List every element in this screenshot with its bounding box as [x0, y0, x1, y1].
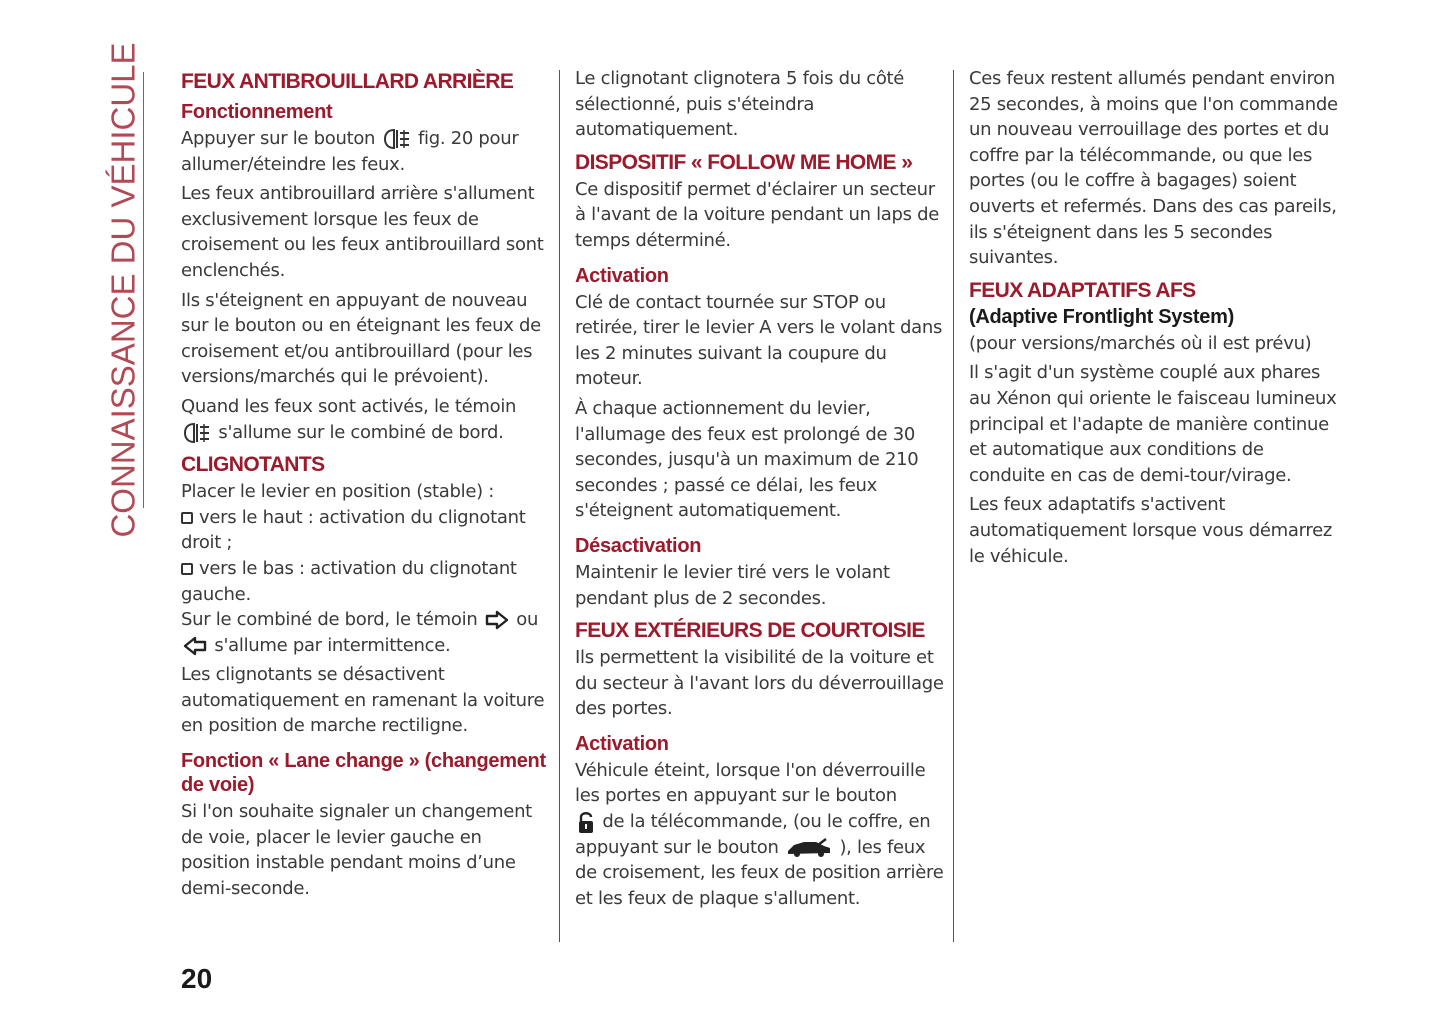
section-rule	[143, 72, 144, 508]
subheading-activation: Activation	[575, 264, 669, 287]
column-2	[575, 66, 947, 915]
unlock-icon	[577, 810, 595, 834]
subheading-operation: Fonctionnement	[181, 101, 333, 123]
paragraph: Appuyer sur le bouton fig. 20 pour allumer/éteindre les feux.	[181, 128, 519, 175]
paragraph: Quand les feux sont activés, le témoin s'allume sur le combiné de bord.	[181, 395, 517, 443]
section-title-vertical	[104, 42, 144, 538]
car-trunk-icon	[786, 837, 832, 859]
paragraph: Les clignotants se désactivent automatiquement en ramenant la voiture en position de marche rectiligne.	[181, 664, 545, 737]
paragraph: Placer le levier en position (stable) : vers le haut : activation du clignotant droit ; vers le bas : activation du clignotant gauche.	[181, 481, 526, 605]
heading-courtesy-lights: FEUX EXTÉRIEURS DE COURTOISIE	[575, 619, 925, 643]
paragraph: (pour versions/marchés où il est prévu)	[969, 332, 1312, 354]
page-number: 20	[181, 963, 213, 994]
bullet-square-icon	[181, 563, 193, 575]
column-3	[969, 66, 1341, 573]
paragraph: Les feux adaptatifs s'activent automatiquement lorsque vous démarrez le véhicule.	[969, 494, 1333, 567]
subheading-afs-full: (Adaptive Frontlight System)	[969, 305, 1234, 328]
paragraph: Ce dispositif permet d'éclairer un secteur à l'avant de la voiture pendant un laps de temps déterminé.	[575, 178, 940, 251]
column-1	[181, 66, 551, 905]
paragraph: Ils permettent la visibilité de la voiture et du secteur à l'avant lors du déverrouillage des portes.	[575, 647, 944, 720]
heading-turn-signals: CLIGNOTANTS	[181, 453, 325, 477]
heading-rear-fog: FEUX ANTIBROUILLARD ARRIÈRE	[181, 70, 514, 93]
paragraph: Sur le combiné de bord, le témoin ou s'allume par intermittence.	[181, 609, 539, 656]
paragraph: À chaque actionnement du levier, l'allumage des feux est prolongé de 30 secondes, jusqu'à un maximum de 210 secondes ; passé ce délai, les feux s'éteignent automatiquement.	[575, 397, 919, 522]
section-title-text: CONNAISSANCE DU VÉHICULE	[105, 42, 143, 538]
paragraph: Le clignotant clignotera 5 fois du côté sélectionné, puis s'éteindra automatiquement.	[575, 68, 905, 141]
paragraph: Ils s'éteignent en appuyant de nouveau sur le bouton ou en éteignant les feux de croisement et/ou antibrouillard (pour les versions/marchés qui le prévoient).	[181, 289, 541, 388]
paragraph: Maintenir le levier tiré vers le volant pendant plus de 2 secondes.	[575, 561, 890, 609]
column-divider	[559, 70, 560, 942]
arrow-left-icon	[183, 636, 207, 656]
rear-fog-warning-icon	[183, 422, 211, 444]
paragraph: Ces feux restent allumés pendant environ 25 secondes, à moins que l'on commande un nouveau verrouillage des portes et du coffre par la télécommande, ou que les portes (ou le coffre à bagages) soient ouverts et refermés. Dans des cas pareils, ils s'éteignent dans les 5 secondes suivantes.	[969, 68, 1338, 269]
paragraph: Il s'agit d'un système couplé aux phares au Xénon qui oriente le faisceau lumineux principal et l'adapte de manière continue et automatique aux conditions de conduite en cas de demi-tour/virage.	[969, 362, 1337, 486]
arrow-right-icon	[485, 610, 509, 630]
bullet-square-icon	[181, 512, 193, 524]
paragraph: Véhicule éteint, lorsque l'on déverrouille les portes en appuyant sur le bouton de la télécommande, (ou le coffre, en appuyant sur le bouton ), les feux de croisement, les feux de position arrière et les feux de plaque s'allument.	[575, 759, 944, 909]
paragraph: Les feux antibrouillard arrière s'allument exclusivement lorsque les feux de croisement ou les feux antibrouillard sont enclenchés.	[181, 183, 544, 281]
heading-afs: FEUX ADAPTATIFS AFS	[969, 278, 1196, 302]
paragraph: Clé de contact tournée sur STOP ou retirée, tirer le levier A vers le volant dans les 2 minutes suivant la coupure du moteur.	[575, 291, 943, 390]
subheading-activation-2: Activation	[575, 732, 669, 755]
subheading-deactivation: Désactivation	[575, 534, 702, 557]
rear-fog-light-icon	[383, 128, 411, 150]
subheading-lane-change: Fonction « Lane change » (changement de voie)	[181, 750, 546, 797]
column-divider	[953, 70, 954, 942]
paragraph: Si l'on souhaite signaler un changement de voie, placer le levier gauche en position instable pendant moins d’une demi-seconde.	[181, 801, 532, 899]
heading-follow-me-home: DISPOSITIF « FOLLOW ME HOME »	[575, 150, 913, 174]
